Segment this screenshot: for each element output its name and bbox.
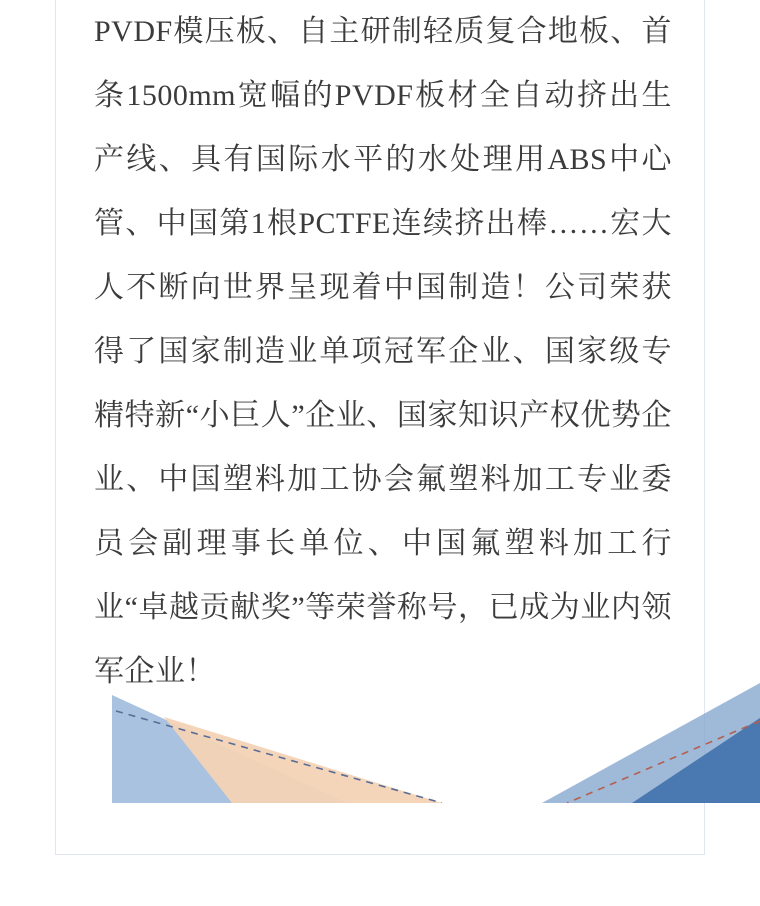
right-dark-wedge bbox=[632, 718, 760, 803]
page-bottom-margin bbox=[0, 856, 760, 906]
left-blue-triangle bbox=[112, 695, 347, 803]
peach-triangle bbox=[164, 717, 442, 803]
article-body bbox=[94, 0, 672, 704]
right-dashed-line bbox=[567, 721, 760, 803]
content-card bbox=[55, 0, 705, 855]
left-dashed-line bbox=[116, 711, 442, 803]
article-paragraph: PVDF模压板、自主研制轻质复合地板、首条1500mm宽幅的PVDF板材全自动挤出生产线、具有国际水平的水处理用ABS中心管、中国第1根PCTFE连续挤出棒……宏大人不断向世界呈现着中国制造！公司荣获得了国家制造业单项冠军企业、国家级专精特新“小巨人”企业、国家知识产权优势企业、中国塑料加工协会氟塑料加工专业委员会副理事长单位、中国氟塑料加工行业“卓越贡献奖”等荣誉称号，已成为业内领军企业！ bbox=[94, 15, 672, 688]
